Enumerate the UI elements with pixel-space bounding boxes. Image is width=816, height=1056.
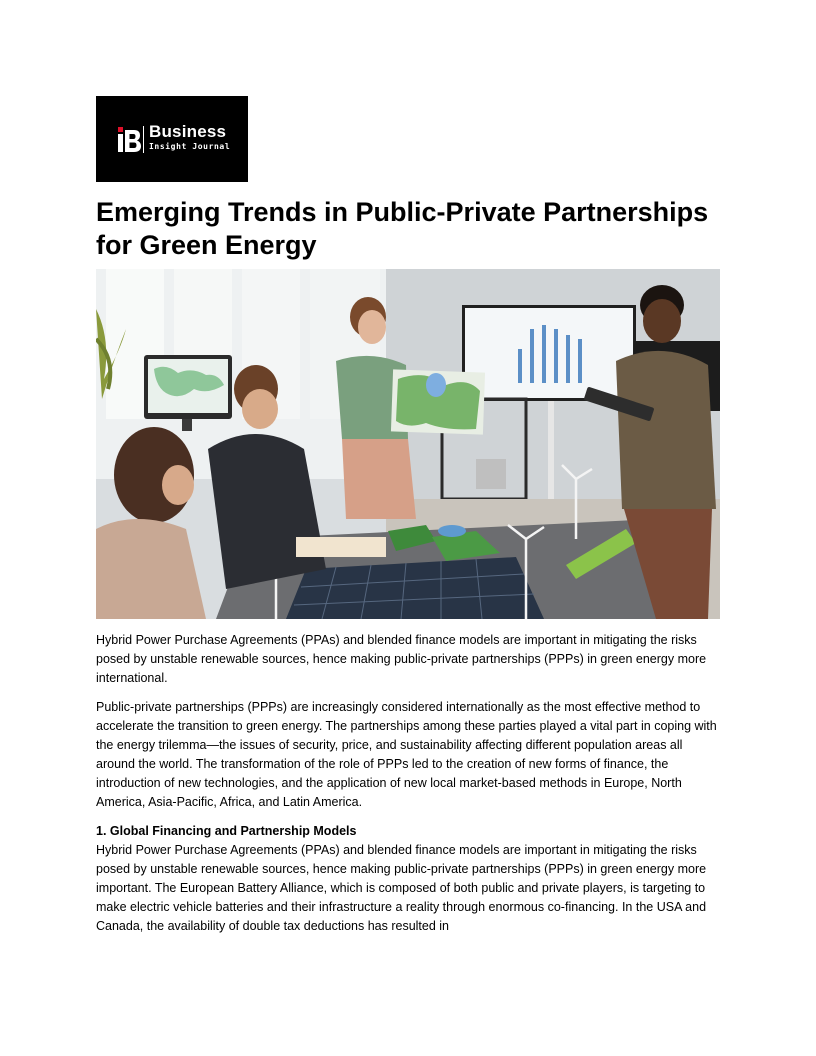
context-paragraph: Public-private partnerships (PPPs) are increasingly considered internationally as the most effective method to accelerate the transition to green energy. The partnerships among these parties played a vital part in coping with the energy trilemma—the issues of security, price, and sustainability affecting different population areas all around the world. The transformation of the role of PPPs led to the creation of new forms of finance, the introduction of new technologies, and the application of new local market-based methods in Europe, North America, Asia-Pacific, Africa, and Latin America. — [96, 700, 717, 809]
bij-logo-mark-icon — [118, 127, 144, 153]
hero-photo — [96, 269, 720, 619]
section-paragraph: Hybrid Power Purchase Agreements (PPAs) and blended finance models are important in mitigating the risks posed by unstable renewable sources, hence making public-private partnerships (PPPs) in green energy more important. The European Battery Alliance, which is composed of both public and private players, is targeting to make electric vehicle batteries and their infrastructure a reality through enormous co-financing. In the USA and Canada, the availability of double tax deductions has resulted in — [96, 843, 707, 933]
logo-wordmark: Business — [149, 122, 227, 141]
logo-divider — [143, 126, 144, 153]
intro-paragraph: Hybrid Power Purchase Agreements (PPAs) and blended finance models are important in mitigating the risks posed by unstable renewable sources, hence making public-private partnerships (PPPs) in green energy more international. — [96, 633, 707, 685]
article-title: Emerging Trends in Public-Private Partnerships for Green Energy — [96, 197, 709, 260]
logo-subline: Insight Journal — [149, 142, 231, 151]
business-insight-journal-logo[interactable] — [96, 96, 248, 182]
section-heading: 1. Global Financing and Partnership Models — [96, 824, 357, 838]
article-page — [96, 96, 720, 936]
